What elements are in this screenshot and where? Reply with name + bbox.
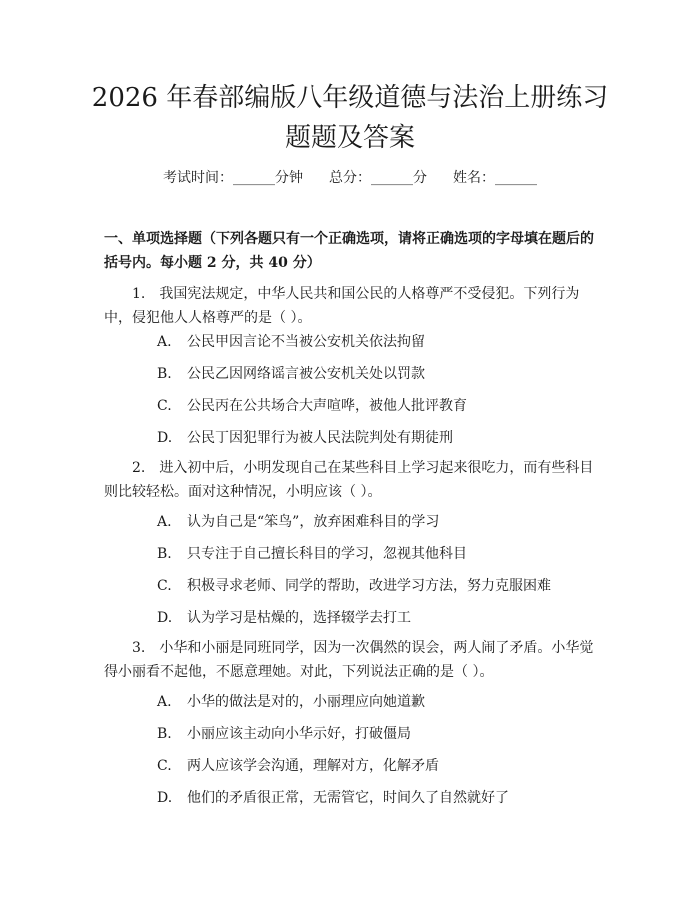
total-score-field: 总分：______分 (329, 170, 427, 186)
option-letter: A. (157, 514, 172, 530)
question-1-option-d (157, 428, 597, 448)
question-stem: 小华和小丽是同班同学，因为一次偶然的误会，两人闹了矛盾。小华觉得小丽看不起他，不愿意理她。对此，下列说法正确的是（ ）。 (104, 640, 594, 680)
option-letter: D. (157, 790, 173, 806)
question-3-option-c (157, 756, 597, 776)
question-stem: 进入初中后，小明发现自己在某些科目上学习起来很吃力，而有些科目则比较轻松。面对这种情况，小明应该（ ）。 (104, 460, 594, 500)
option-text: 认为学习是枯燥的，选择辍学去打工 (187, 610, 411, 626)
question-2-option-c (157, 576, 597, 596)
question-3-option-b (157, 724, 597, 744)
document-title: 2026 年春部编版八年级道德与法治上册练习题题及答案 (91, 83, 609, 153)
question-1-option-b (157, 364, 597, 384)
option-text: 两人应该学会沟通，理解对方，化解矛盾 (187, 758, 439, 774)
option-letter: C. (157, 578, 172, 594)
name-field: 姓名：______ (453, 170, 537, 186)
exam-time-field: 考试时间：______分钟 (163, 170, 303, 186)
option-letter: A. (157, 694, 172, 710)
option-text: 公民丙在公共场合大声喧哗，被他人批评教育 (187, 398, 467, 414)
question-number: 2. (132, 460, 146, 476)
question-2 (104, 456, 600, 504)
question-2-option-a (157, 512, 597, 532)
option-text: 公民甲因言论不当被公安机关依法拘留 (187, 334, 425, 350)
option-letter: B. (157, 726, 172, 742)
option-letter: B. (157, 546, 172, 562)
question-3-option-d (157, 788, 597, 808)
question-2-option-d (157, 608, 597, 628)
question-stem: 我国宪法规定，中华人民共和国公民的人格尊严不受侵犯。下列行为中，侵犯他人人格尊严的是（ ）。 (104, 286, 580, 326)
option-letter: A. (157, 334, 172, 350)
section-heading: 一、单项选择题（下列各题只有一个正确选项，请将正确选项的字母填在题后的括号内。每小题 2 分，共 40 分） (104, 231, 594, 271)
exam-info-line (0, 168, 700, 188)
question-number: 1. (132, 286, 146, 302)
option-text: 小华的做法是对的，小丽理应向她道歉 (187, 694, 425, 710)
option-letter: D. (157, 430, 173, 446)
question-3-option-a (157, 692, 597, 712)
option-text: 公民丁因犯罪行为被人民法院判处有期徒刑 (187, 430, 453, 446)
option-text: 他们的矛盾很正常，无需管它，时间久了自然就好了 (187, 790, 509, 806)
question-number: 3. (132, 640, 146, 656)
option-text: 小丽应该主动向小华示好，打破僵局 (187, 726, 411, 742)
question-1-option-c (157, 396, 597, 416)
option-letter: C. (157, 398, 172, 414)
question-3 (104, 636, 600, 684)
option-letter: C. (157, 758, 172, 774)
option-text: 认为自己是“笨鸟”，放弃困难科目的学习 (187, 514, 440, 530)
option-letter: B. (157, 366, 172, 382)
option-letter: D. (157, 610, 173, 626)
option-text: 公民乙因网络谣言被公安机关处以罚款 (187, 366, 425, 382)
question-1 (104, 282, 600, 330)
option-text: 积极寻求老师、同学的帮助，改进学习方法，努力克服困难 (187, 578, 551, 594)
option-text: 只专注于自己擅长科目的学习，忽视其他科目 (187, 546, 467, 562)
question-1-option-a (157, 332, 597, 352)
question-2-option-b (157, 544, 597, 564)
